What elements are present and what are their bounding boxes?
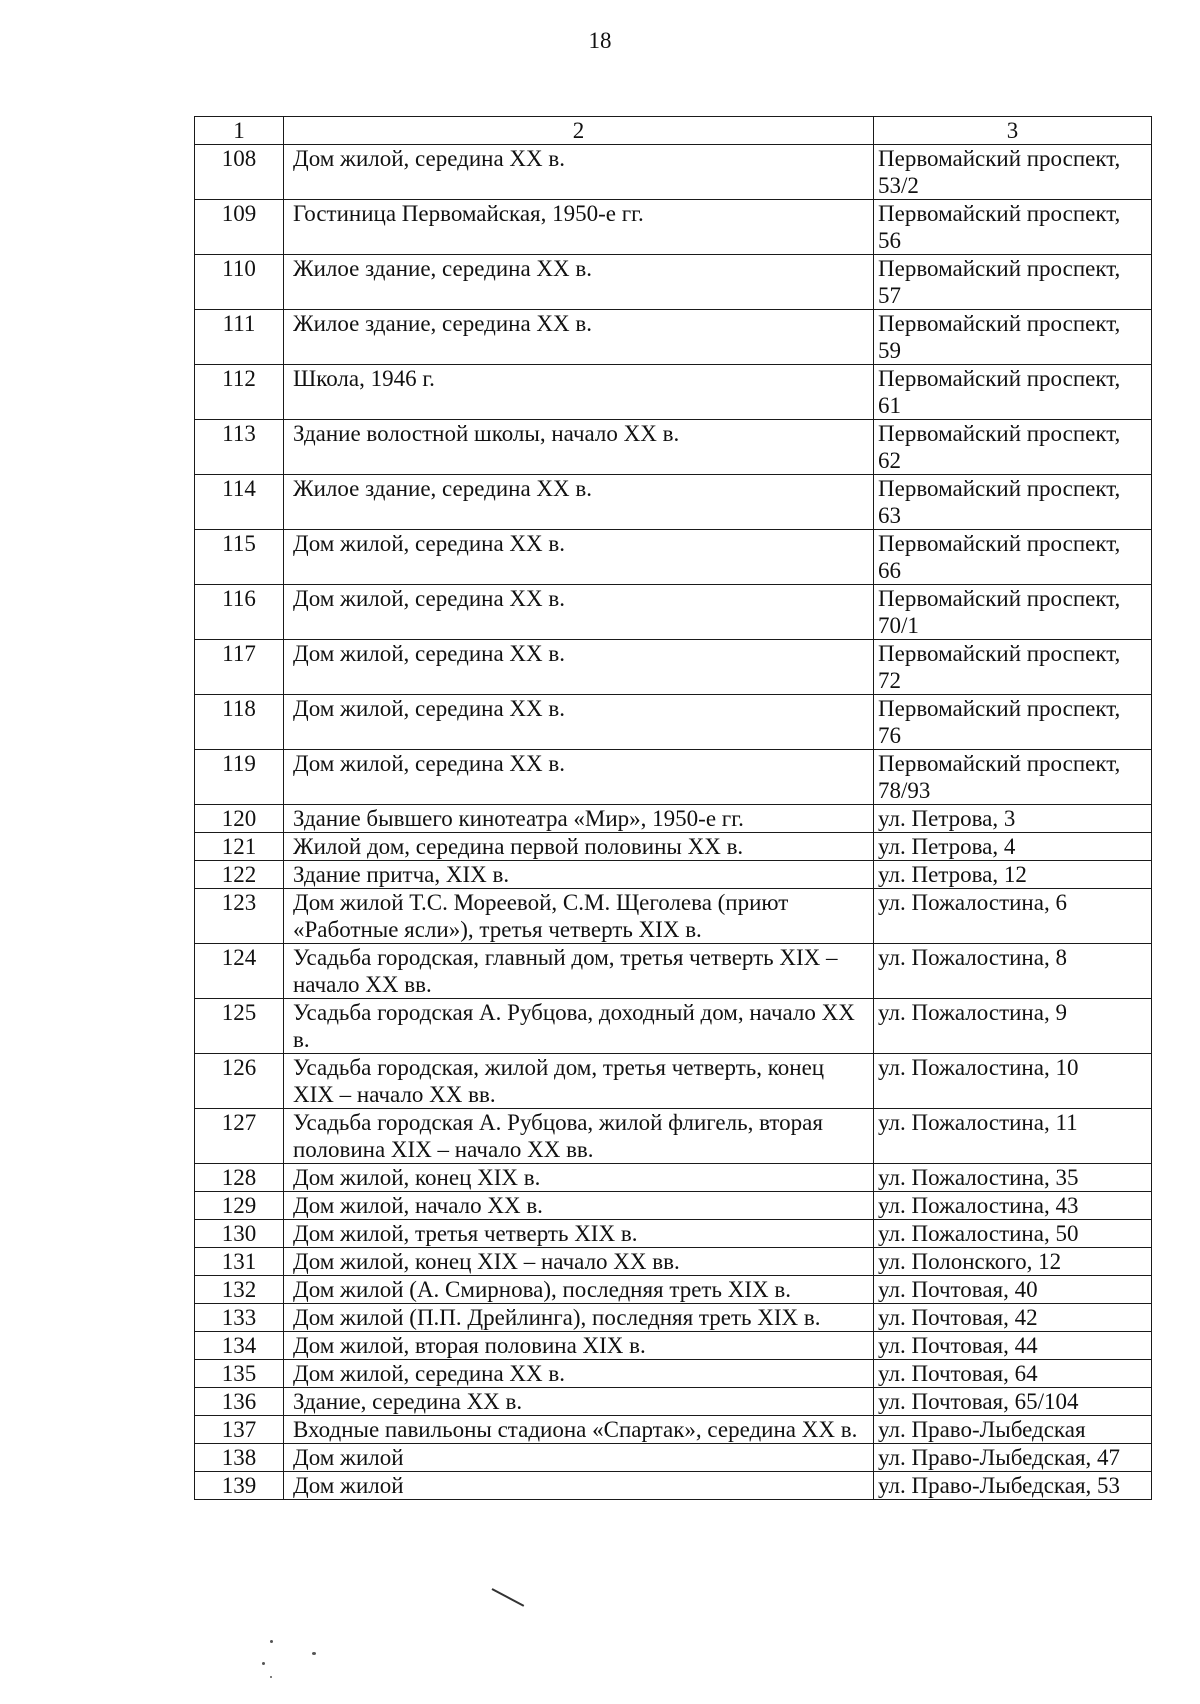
- object-name: Здание бывшего кинотеатра «Мир», 1950-е гг.: [284, 805, 874, 833]
- row-number: 112: [195, 365, 284, 420]
- table-row: [195, 1388, 1152, 1416]
- row-number: 135: [195, 1360, 284, 1388]
- object-address: Первомайский проспект, 56: [874, 200, 1152, 255]
- row-number: 133: [195, 1304, 284, 1332]
- object-name: Усадьба городская, главный дом, третья четверть XIX – начало XX вв.: [284, 944, 874, 999]
- object-address: ул. Почтовая, 65/104: [874, 1388, 1152, 1416]
- object-address: ул. Право-Лыбедская, 47: [874, 1444, 1152, 1472]
- table-row: [195, 695, 1152, 750]
- object-name: Дом жилой (П.П. Дрейлинга), последняя треть XIX в.: [284, 1304, 874, 1332]
- table-header: [195, 117, 1152, 145]
- pen-stroke-mark: [492, 1588, 525, 1607]
- row-number: 126: [195, 1054, 284, 1109]
- table-row: [195, 145, 1152, 200]
- table-row: [195, 475, 1152, 530]
- object-name: Усадьба городская А. Рубцова, жилой флигель, вторая половина XIX – начало XX вв.: [284, 1109, 874, 1164]
- object-address: ул. Пожалостина, 9: [874, 999, 1152, 1054]
- object-name: Жилой дом, середина первой половины XX в.: [284, 833, 874, 861]
- table-body: [195, 145, 1152, 1500]
- table-row: [195, 944, 1152, 999]
- object-name: Жилое здание, середина XX в.: [284, 475, 874, 530]
- row-number: 131: [195, 1248, 284, 1276]
- scan-speck: [262, 1662, 265, 1665]
- row-number: 108: [195, 145, 284, 200]
- column-header-name: 2: [284, 117, 874, 145]
- object-name: Дом жилой Т.С. Мореевой, С.М. Щеголева (приют «Работные ясли»), третья четверть XIX в.: [284, 889, 874, 944]
- table-row: [195, 805, 1152, 833]
- object-name: Дом жилой, начало XX в.: [284, 1192, 874, 1220]
- row-number: 117: [195, 640, 284, 695]
- object-address: ул. Пожалостина, 8: [874, 944, 1152, 999]
- object-name: Усадьба городская, жилой дом, третья четверть, конец XIX – начало XX вв.: [284, 1054, 874, 1109]
- object-address: Первомайский проспект, 70/1: [874, 585, 1152, 640]
- object-name: Усадьба городская А. Рубцова, доходный дом, начало XX в.: [284, 999, 874, 1054]
- object-name: Дом жилой, конец XIX – начало XX вв.: [284, 1248, 874, 1276]
- object-address: Первомайский проспект, 78/93: [874, 750, 1152, 805]
- table-row: [195, 1109, 1152, 1164]
- object-name: Жилое здание, середина XX в.: [284, 255, 874, 310]
- row-number: 109: [195, 200, 284, 255]
- object-address: Первомайский проспект, 63: [874, 475, 1152, 530]
- table-row: [195, 1192, 1152, 1220]
- object-name: Дом жилой, середина XX в.: [284, 1360, 874, 1388]
- row-number: 121: [195, 833, 284, 861]
- table-row: [195, 640, 1152, 695]
- table-row: [195, 1276, 1152, 1304]
- object-name: Здание волостной школы, начало XX в.: [284, 420, 874, 475]
- object-address: Первомайский проспект, 76: [874, 695, 1152, 750]
- object-address: ул. Почтовая, 42: [874, 1304, 1152, 1332]
- row-number: 120: [195, 805, 284, 833]
- table-row: [195, 1054, 1152, 1109]
- row-number: 122: [195, 861, 284, 889]
- table-row: [195, 750, 1152, 805]
- row-number: 134: [195, 1332, 284, 1360]
- object-name: Дом жилой, конец XIX в.: [284, 1164, 874, 1192]
- table-row: [195, 310, 1152, 365]
- object-name: Жилое здание, середина XX в.: [284, 310, 874, 365]
- object-name: Школа, 1946 г.: [284, 365, 874, 420]
- object-address: ул. Право-Лыбедская: [874, 1416, 1152, 1444]
- row-number: 123: [195, 889, 284, 944]
- object-address: ул. Пожалостина, 11: [874, 1109, 1152, 1164]
- row-number: 139: [195, 1472, 284, 1500]
- object-address: ул. Право-Лыбедская, 53: [874, 1472, 1152, 1500]
- object-name: Дом жилой, середина XX в.: [284, 640, 874, 695]
- row-number: 137: [195, 1416, 284, 1444]
- table-row: [195, 999, 1152, 1054]
- object-name: Входные павильоны стадиона «Спартак», середина XX в.: [284, 1416, 874, 1444]
- row-number: 128: [195, 1164, 284, 1192]
- object-name: Дом жилой, середина XX в.: [284, 530, 874, 585]
- row-number: 125: [195, 999, 284, 1054]
- row-number: 111: [195, 310, 284, 365]
- object-address: ул. Пожалостина, 43: [874, 1192, 1152, 1220]
- object-address: ул. Петрова, 3: [874, 805, 1152, 833]
- row-number: 124: [195, 944, 284, 999]
- header-row: [195, 117, 1152, 145]
- column-header-number: 1: [195, 117, 284, 145]
- object-address: ул. Пожалостина, 50: [874, 1220, 1152, 1248]
- object-name: Дом жилой, середина XX в.: [284, 145, 874, 200]
- table-row: [195, 1416, 1152, 1444]
- object-address: ул. Пожалостина, 10: [874, 1054, 1152, 1109]
- object-name: Дом жилой: [284, 1444, 874, 1472]
- row-number: 138: [195, 1444, 284, 1472]
- table-row: [195, 1304, 1152, 1332]
- row-number: 136: [195, 1388, 284, 1416]
- object-name: Дом жилой, середина XX в.: [284, 695, 874, 750]
- table-row: [195, 861, 1152, 889]
- object-address: ул. Петрова, 12: [874, 861, 1152, 889]
- object-address: Первомайский проспект, 61: [874, 365, 1152, 420]
- object-address: Первомайский проспект, 66: [874, 530, 1152, 585]
- object-address: Первомайский проспект, 59: [874, 310, 1152, 365]
- table-row: [195, 889, 1152, 944]
- object-address: Первомайский проспект, 57: [874, 255, 1152, 310]
- row-number: 114: [195, 475, 284, 530]
- object-address: ул. Почтовая, 44: [874, 1332, 1152, 1360]
- row-number: 127: [195, 1109, 284, 1164]
- row-number: 115: [195, 530, 284, 585]
- object-address: ул. Полонского, 12: [874, 1248, 1152, 1276]
- object-address: ул. Петрова, 4: [874, 833, 1152, 861]
- table-row: [195, 1248, 1152, 1276]
- object-name: Дом жилой, середина XX в.: [284, 750, 874, 805]
- object-address: Первомайский проспект, 72: [874, 640, 1152, 695]
- table-row: [195, 585, 1152, 640]
- scan-speck: [270, 1640, 273, 1643]
- object-address: Первомайский проспект, 62: [874, 420, 1152, 475]
- page-number: 18: [588, 28, 612, 53]
- row-number: 113: [195, 420, 284, 475]
- object-name: Дом жилой (А. Смирнова), последняя треть XIX в.: [284, 1276, 874, 1304]
- object-address: ул. Пожалостина, 6: [874, 889, 1152, 944]
- object-name: Дом жилой, середина XX в.: [284, 585, 874, 640]
- table-row: [195, 833, 1152, 861]
- row-number: 116: [195, 585, 284, 640]
- object-name: Дом жилой, вторая половина XIX в.: [284, 1332, 874, 1360]
- object-address: ул. Почтовая, 64: [874, 1360, 1152, 1388]
- row-number: 129: [195, 1192, 284, 1220]
- row-number: 132: [195, 1276, 284, 1304]
- row-number: 130: [195, 1220, 284, 1248]
- table-row: [195, 1444, 1152, 1472]
- row-number: 119: [195, 750, 284, 805]
- table-row: [195, 1164, 1152, 1192]
- object-address: ул. Пожалостина, 35: [874, 1164, 1152, 1192]
- table-row: [195, 200, 1152, 255]
- table-row: [195, 1332, 1152, 1360]
- table-row: [195, 255, 1152, 310]
- object-name: Гостиница Первомайская, 1950-е гг.: [284, 200, 874, 255]
- monuments-table: [194, 116, 1152, 1500]
- table-row: [195, 420, 1152, 475]
- table-row: [195, 1472, 1152, 1500]
- object-name: Здание притча, XIX в.: [284, 861, 874, 889]
- table-row: [195, 365, 1152, 420]
- scan-speck: [270, 1676, 272, 1678]
- row-number: 110: [195, 255, 284, 310]
- object-address: Первомайский проспект, 53/2: [874, 145, 1152, 200]
- column-header-address: 3: [874, 117, 1152, 145]
- row-number: 118: [195, 695, 284, 750]
- object-name: Дом жилой, третья четверть XIX в.: [284, 1220, 874, 1248]
- table-row: [195, 1360, 1152, 1388]
- scan-speck: [312, 1652, 316, 1655]
- object-address: ул. Почтовая, 40: [874, 1276, 1152, 1304]
- table-row: [195, 1220, 1152, 1248]
- object-name: Дом жилой: [284, 1472, 874, 1500]
- object-name: Здание, середина XX в.: [284, 1388, 874, 1416]
- table-row: [195, 530, 1152, 585]
